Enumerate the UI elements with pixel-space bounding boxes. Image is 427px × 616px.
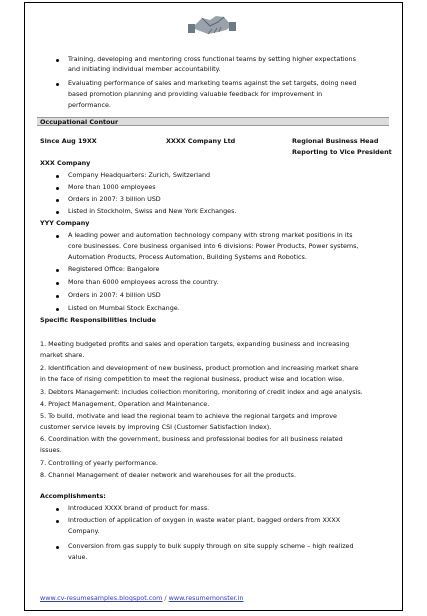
accomplishments-heading: Accomplishments:: [40, 492, 106, 500]
list-item: Introduction of application of oxygen in waste water plant, bagged orders from XXXX: [68, 516, 341, 524]
list-item: Conversion from gas supply to bulk supply through on site supply scheme – high realized: [68, 542, 354, 550]
company-heading: YYY Company: [40, 219, 90, 227]
list-item: Orders in 2007: 4 billion USD: [68, 291, 161, 299]
list-item: Automation Products, Process Automation, Building Systems and Robotics.: [68, 253, 307, 261]
bullet-dot: [56, 59, 59, 62]
list-item: A leading power and automation technology company with strong market positions in its: [68, 231, 353, 239]
list-item: Listed in Stockholm, Swiss and New York Exchanges.: [68, 207, 237, 215]
footer-separator: /: [162, 594, 169, 602]
job-since: Since Aug 19XX: [40, 137, 97, 145]
bullet-dot: [56, 211, 59, 214]
responsibilities-heading: Specific Responsibilities Include: [40, 316, 156, 324]
responsibility-line: 8. Channel Management of dealer network and warehouses for all the products.: [40, 471, 296, 479]
job-reporting: Reporting to Vice President: [292, 148, 392, 156]
bullet-text: performance.: [68, 101, 111, 109]
responsibility-line: 3. Debtors Management: includes collection monitoring, monitoring of credit index and age analysis.: [40, 388, 363, 396]
list-item: Listed on Mumbai Stock Exchange.: [68, 304, 180, 312]
section-title: Occupational Contour: [40, 118, 119, 126]
bullet-text: Training, developing and mentoring cross functional teams by setting higher expectations: [68, 55, 356, 63]
job-company: XXXX Company Ltd: [166, 137, 236, 145]
bullet-dot: [56, 175, 59, 178]
responsibility-line: 4. Project Management, Operation and Maintenance.: [40, 400, 210, 408]
responsibility-line: 7. Controlling of yearly performance.: [40, 459, 158, 467]
footer-link-2[interactable]: www.resumemonster.in: [168, 594, 244, 602]
handshake-icon: [188, 8, 236, 38]
bullet-dot: [56, 546, 59, 549]
bullet-dot: [56, 187, 59, 190]
responsibility-line: issues.: [40, 446, 62, 454]
list-item: Company.: [68, 527, 100, 535]
list-item: More than 1000 employees: [68, 183, 156, 191]
responsibility-line: 2. Identification and development of new business, product promotion and increasing market share: [40, 364, 359, 372]
responsibility-line: in the face of rising competition to meet the regional business, product wise and location wise.: [40, 375, 345, 383]
footer: [40, 594, 244, 603]
bullet-dot: [56, 308, 59, 311]
list-item: Introduced XXXX brand of product for mass.: [68, 504, 210, 512]
bullet-dot: [56, 269, 59, 272]
responsibility-line: customer service levels by improving CSI (Customer Satisfaction Index).: [40, 423, 272, 431]
list-item: Company Headquarters: Zurich, Switzerland: [68, 171, 211, 179]
bullet-dot: [56, 295, 59, 298]
list-item: core businesses. Core business organised into 6 divisions: Power Products, Power systems,: [68, 242, 359, 250]
responsibility-line: 6. Coordination with the government, business and professional bodies for all business related: [40, 435, 343, 443]
bullet-text: Evaluating performance of sales and marketing teams against the set targets, doing need: [68, 79, 357, 87]
bullet-dot: [56, 282, 59, 285]
bullet-dot: [56, 199, 59, 202]
bullet-text: and initiating individual member accountability.: [68, 65, 221, 73]
job-role: Regional Business Head: [292, 137, 379, 145]
company-heading: XXX Company: [40, 159, 91, 167]
bullet-dot: [56, 508, 59, 511]
list-item: Registered Office: Bangalore: [68, 265, 160, 273]
section-header-bar: [37, 117, 389, 126]
bullet-dot: [56, 83, 59, 86]
responsibility-line: 1. Meeting budgeted profits and sales and operation targets, expanding business and increasing: [40, 340, 350, 348]
list-item: More than 6000 employees across the country.: [68, 278, 219, 286]
bullet-text: based promotion planning and providing valuable feedback for improvement in: [68, 90, 323, 98]
bullet-dot: [56, 235, 59, 238]
list-item: value.: [68, 553, 88, 561]
bullet-dot: [56, 520, 59, 523]
list-item: Orders in 2007: 3 billion USD: [68, 195, 161, 203]
responsibility-line: market share.: [40, 351, 85, 359]
responsibility-line: 5. To build, motivate and lead the regional team to achieve the regional targets and improve: [40, 412, 337, 420]
footer-link-1[interactable]: www.cv-resumesamples.blogspot.com: [40, 594, 163, 602]
